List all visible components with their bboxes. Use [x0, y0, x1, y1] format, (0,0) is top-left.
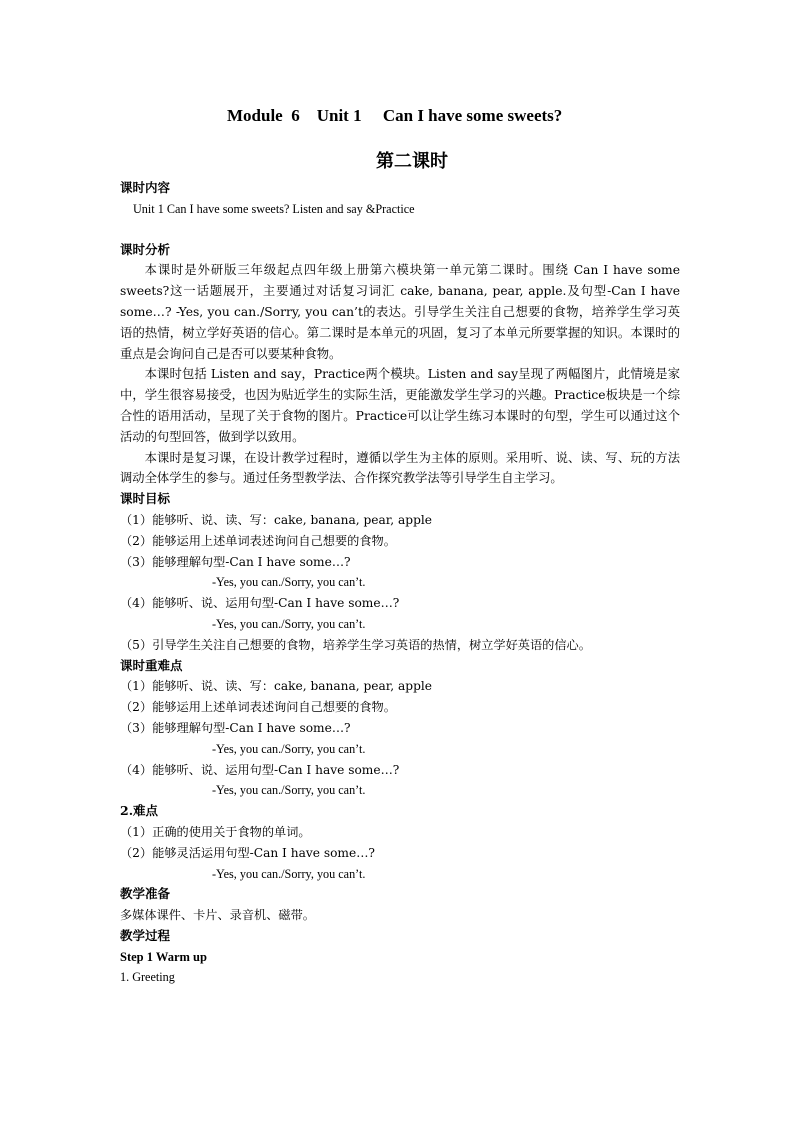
- section-heading-difficulty: 2.难点: [120, 803, 159, 819]
- document-body: [120, 178, 680, 988]
- keypoint-item: （2）能够运用上述单词表述询问自己想要的食物。: [120, 700, 396, 715]
- objective-item: -Yes, you can./Sorry, you can’t.: [212, 616, 366, 631]
- analysis-paragraph: 本课时是外研版三年级起点四年级上册第六模块第一单元第二课时。围绕 Can I have some sweets?这一话题展开，主要通过对话复习词汇 cake, banana, pear, apple.及句型-Can I have some…? -Yes, you can./Sorry, you can’t的表达。引导学生关注自己想要的食物，培养学生学习英语的热情，树立学好英语的信心。第二课时是本单元的巩固，复习了本单元所要掌握的知识。本课时的重点是会询问自己是否可以要某种食物。: [120, 263, 680, 361]
- section-heading-keypoints: 课时重难点: [120, 657, 183, 673]
- section-heading-objectives: 课时目标: [120, 491, 171, 507]
- keypoint-item: （1）能够听、说、读、写：cake, banana, pear, apple: [120, 679, 432, 694]
- objective-item: （1）能够听、说、读、写：cake, banana, pear, apple: [120, 512, 432, 527]
- section-heading-process: 教学过程: [120, 927, 171, 943]
- keypoint-item: -Yes, you can./Sorry, you can’t.: [212, 783, 366, 798]
- content-text: Unit 1 Can I have some sweets? Listen and say &Practice: [133, 201, 415, 216]
- keypoint-item: （4）能够听、说、运用句型-Can I have some…?: [120, 762, 400, 777]
- difficulty-item: （2）能够灵活运用句型-Can I have some…?: [120, 845, 375, 860]
- document-title: Module 6 Unit 1 Can I have some sweets?: [227, 106, 563, 125]
- document-subtitle: 第二课时: [376, 151, 448, 172]
- keypoint-item: （3）能够理解句型-Can I have some…?: [120, 720, 351, 735]
- keypoint-item: -Yes, you can./Sorry, you can’t.: [212, 741, 366, 756]
- spacer: [120, 220, 680, 240]
- analysis-paragraph: 本课时是复习课，在设计教学过程时，遵循以学生为主体的原则。采用听、说、读、写、玩的方法调动全体学生的参与。通过任务型教学法、合作探究教学法等引导学生自主学习。: [120, 450, 680, 486]
- step-heading: Step 1 Warm up: [120, 949, 207, 964]
- objective-item: （4）能够听、说、运用句型-Can I have some…?: [120, 596, 400, 611]
- objective-item: （3）能够理解句型-Can I have some…?: [120, 554, 351, 569]
- objective-item: -Yes, you can./Sorry, you can’t.: [212, 575, 366, 590]
- preparation-text: 多媒体课件、卡片、录音机、磁带。: [120, 908, 315, 923]
- difficulty-item: -Yes, you can./Sorry, you can’t.: [212, 866, 366, 881]
- objective-item: （5）引导学生关注自己想要的食物，培养学生学习英语的热情，树立学好英语的信心。: [120, 637, 591, 652]
- objective-item: （2）能够运用上述单词表述询问自己想要的食物。: [120, 533, 396, 548]
- section-heading-preparation: 教学准备: [120, 886, 171, 902]
- section-heading-analysis: 课时分析: [120, 241, 171, 257]
- analysis-paragraph: 本课时包括 Listen and say，Practice两个模块。Listen and say呈现了两幅图片，此情境是家中，学生很容易接受，也因为贴近学生的实际生活，更能激发学生学习的兴趣。Practice板块是一个综合性的语用活动，呈现了关于食物的图片。Practice可以让学生练习本课时的句型，学生可以通过这个活动的句型回答，做到学以致用。: [120, 367, 680, 444]
- difficulty-item: （1）正确的使用关于食物的单词。: [120, 824, 311, 839]
- section-heading-content: 课时内容: [120, 180, 171, 195]
- step-item: 1. Greeting: [120, 970, 175, 985]
